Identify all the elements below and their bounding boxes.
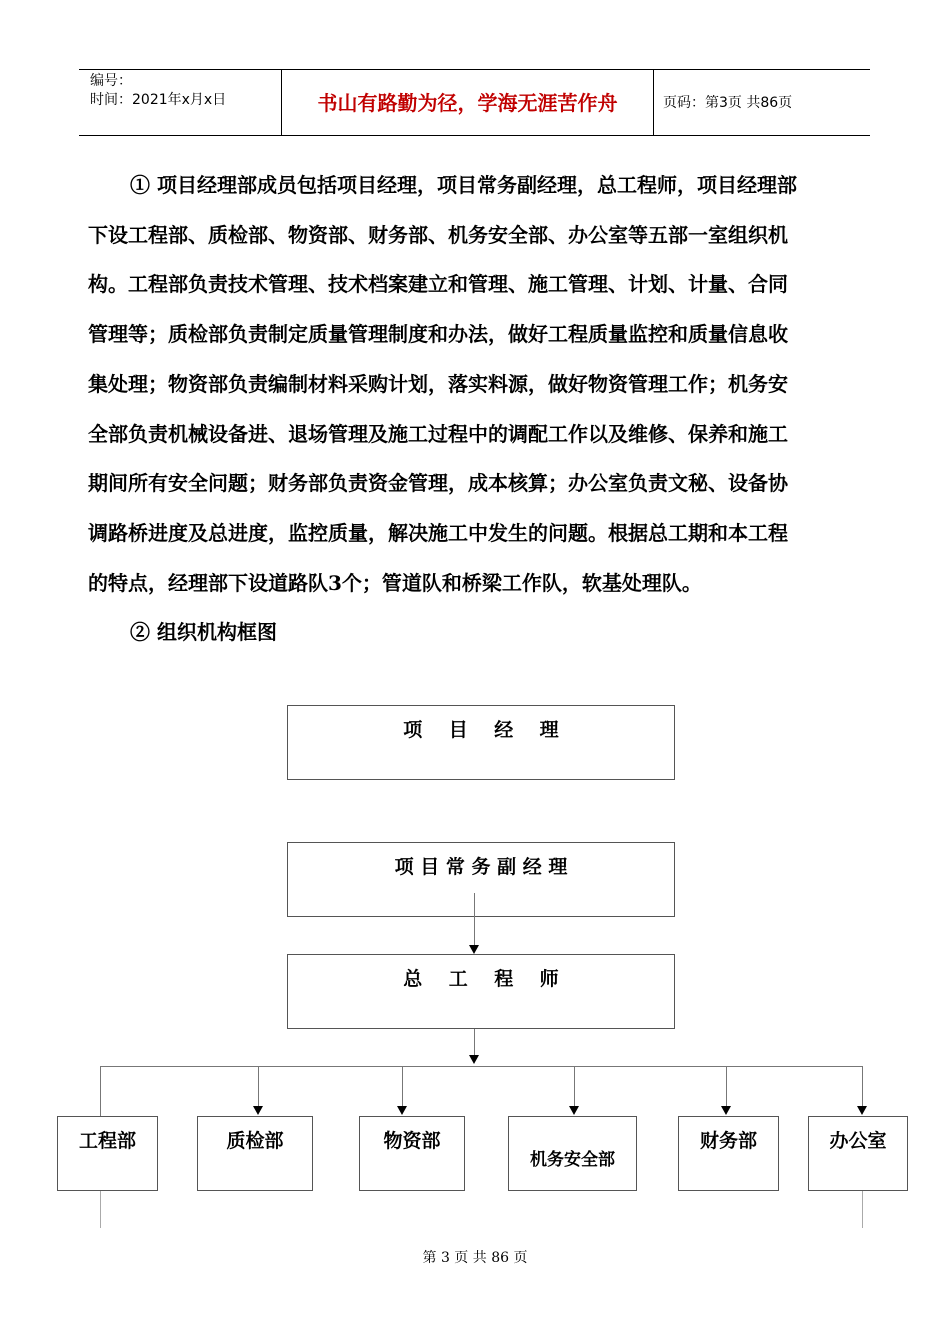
project-manager-label: 项 目 经 理 (403, 719, 559, 741)
arrow-down-icon (721, 1106, 731, 1115)
arrow-down-icon (469, 1055, 479, 1064)
chart-caption: ② 组织机构框图 (130, 620, 277, 644)
department-box-engineering (57, 1116, 158, 1191)
arrow-down-icon (397, 1106, 407, 1115)
department-box-finance (678, 1116, 779, 1191)
arrow-down-icon (857, 1106, 867, 1115)
paragraph-line: 的特点，经理部下设道路队3个；管道队和桥梁工作队，软基处理队。 (88, 570, 702, 595)
header-motto: 书山有路勤为径，学海无涯苦作舟 (317, 91, 618, 115)
paragraph-line: 构。工程部负责技术管理、技术档案建立和管理、施工管理、计划、计量、合同 (88, 272, 788, 297)
drop-line (258, 1066, 259, 1108)
date-label: 时间：2021年x月x日 (90, 92, 227, 108)
page-footer: 第 3 页 共 86 页 (422, 1250, 528, 1266)
header-bottom-rule (79, 135, 870, 136)
chief-engineer-label: 总 工 程 师 (403, 968, 559, 990)
drop-line (862, 1066, 863, 1108)
department-label: 工程部 (78, 1130, 136, 1152)
department-box-office (808, 1116, 908, 1191)
serial-number-label: 编号： (90, 73, 132, 89)
arrow-down-icon (569, 1106, 579, 1115)
continuation-line (100, 1191, 101, 1228)
department-label: 财务部 (699, 1130, 757, 1152)
drop-line (100, 1066, 101, 1116)
header-page-info: 页码：第3页 共86页 (663, 95, 793, 111)
paragraph-line: 管理等；质检部负责制定质量管理制度和办法，做好工程质量监控和质量信息收 (88, 322, 788, 347)
connector-deputy-to-chief (474, 893, 475, 947)
header-divider-right (653, 69, 654, 135)
arrow-down-icon (469, 945, 479, 954)
organization-description (88, 161, 878, 608)
paragraph-line: 集处理；物资部负责编制材料采购计划，落实料源，做好物资管理工作；机务安 (88, 371, 788, 396)
department-box-quality (197, 1116, 313, 1191)
department-label: 物资部 (383, 1130, 441, 1152)
drop-line (726, 1066, 727, 1108)
paragraph-line: 期间所有安全问题；财务部负责资金管理，成本核算；办公室负责文秘、设备协 (88, 471, 788, 496)
arrow-down-icon (253, 1106, 263, 1115)
paragraph-line: ① 项目经理部成员包括项目经理，项目常务副经理，总工程师，项目经理部 (130, 173, 797, 197)
drop-line (574, 1066, 575, 1108)
drop-line (402, 1066, 403, 1108)
deputy-manager-box (287, 842, 675, 917)
header-top-rule (79, 69, 870, 70)
continuation-line (862, 1191, 863, 1228)
department-box-machinery-safety (508, 1116, 637, 1191)
department-label: 办公室 (829, 1130, 887, 1152)
paragraph-line: 全部负责机械设备进、退场管理及施工过程中的调配工作以及维修、保养和施工 (88, 421, 788, 446)
paragraph-line: 下设工程部、质检部、物资部、财务部、机务安全部、办公室等五部一室组织机 (88, 222, 788, 247)
department-label: 机务安全部 (530, 1150, 615, 1170)
paragraph-line: 调路桥进度及总进度，监控质量，解决施工中发生的问题。根据总工期和本工程 (88, 520, 788, 545)
deputy-manager-label: 项 目 常 务 副 经 理 (394, 856, 568, 878)
department-distribution-line (100, 1066, 862, 1067)
chief-engineer-box (287, 954, 675, 1029)
department-label: 质检部 (226, 1130, 284, 1152)
connector-chief-to-departments (474, 1029, 475, 1055)
project-manager-box (287, 705, 675, 780)
department-box-materials (359, 1116, 465, 1191)
